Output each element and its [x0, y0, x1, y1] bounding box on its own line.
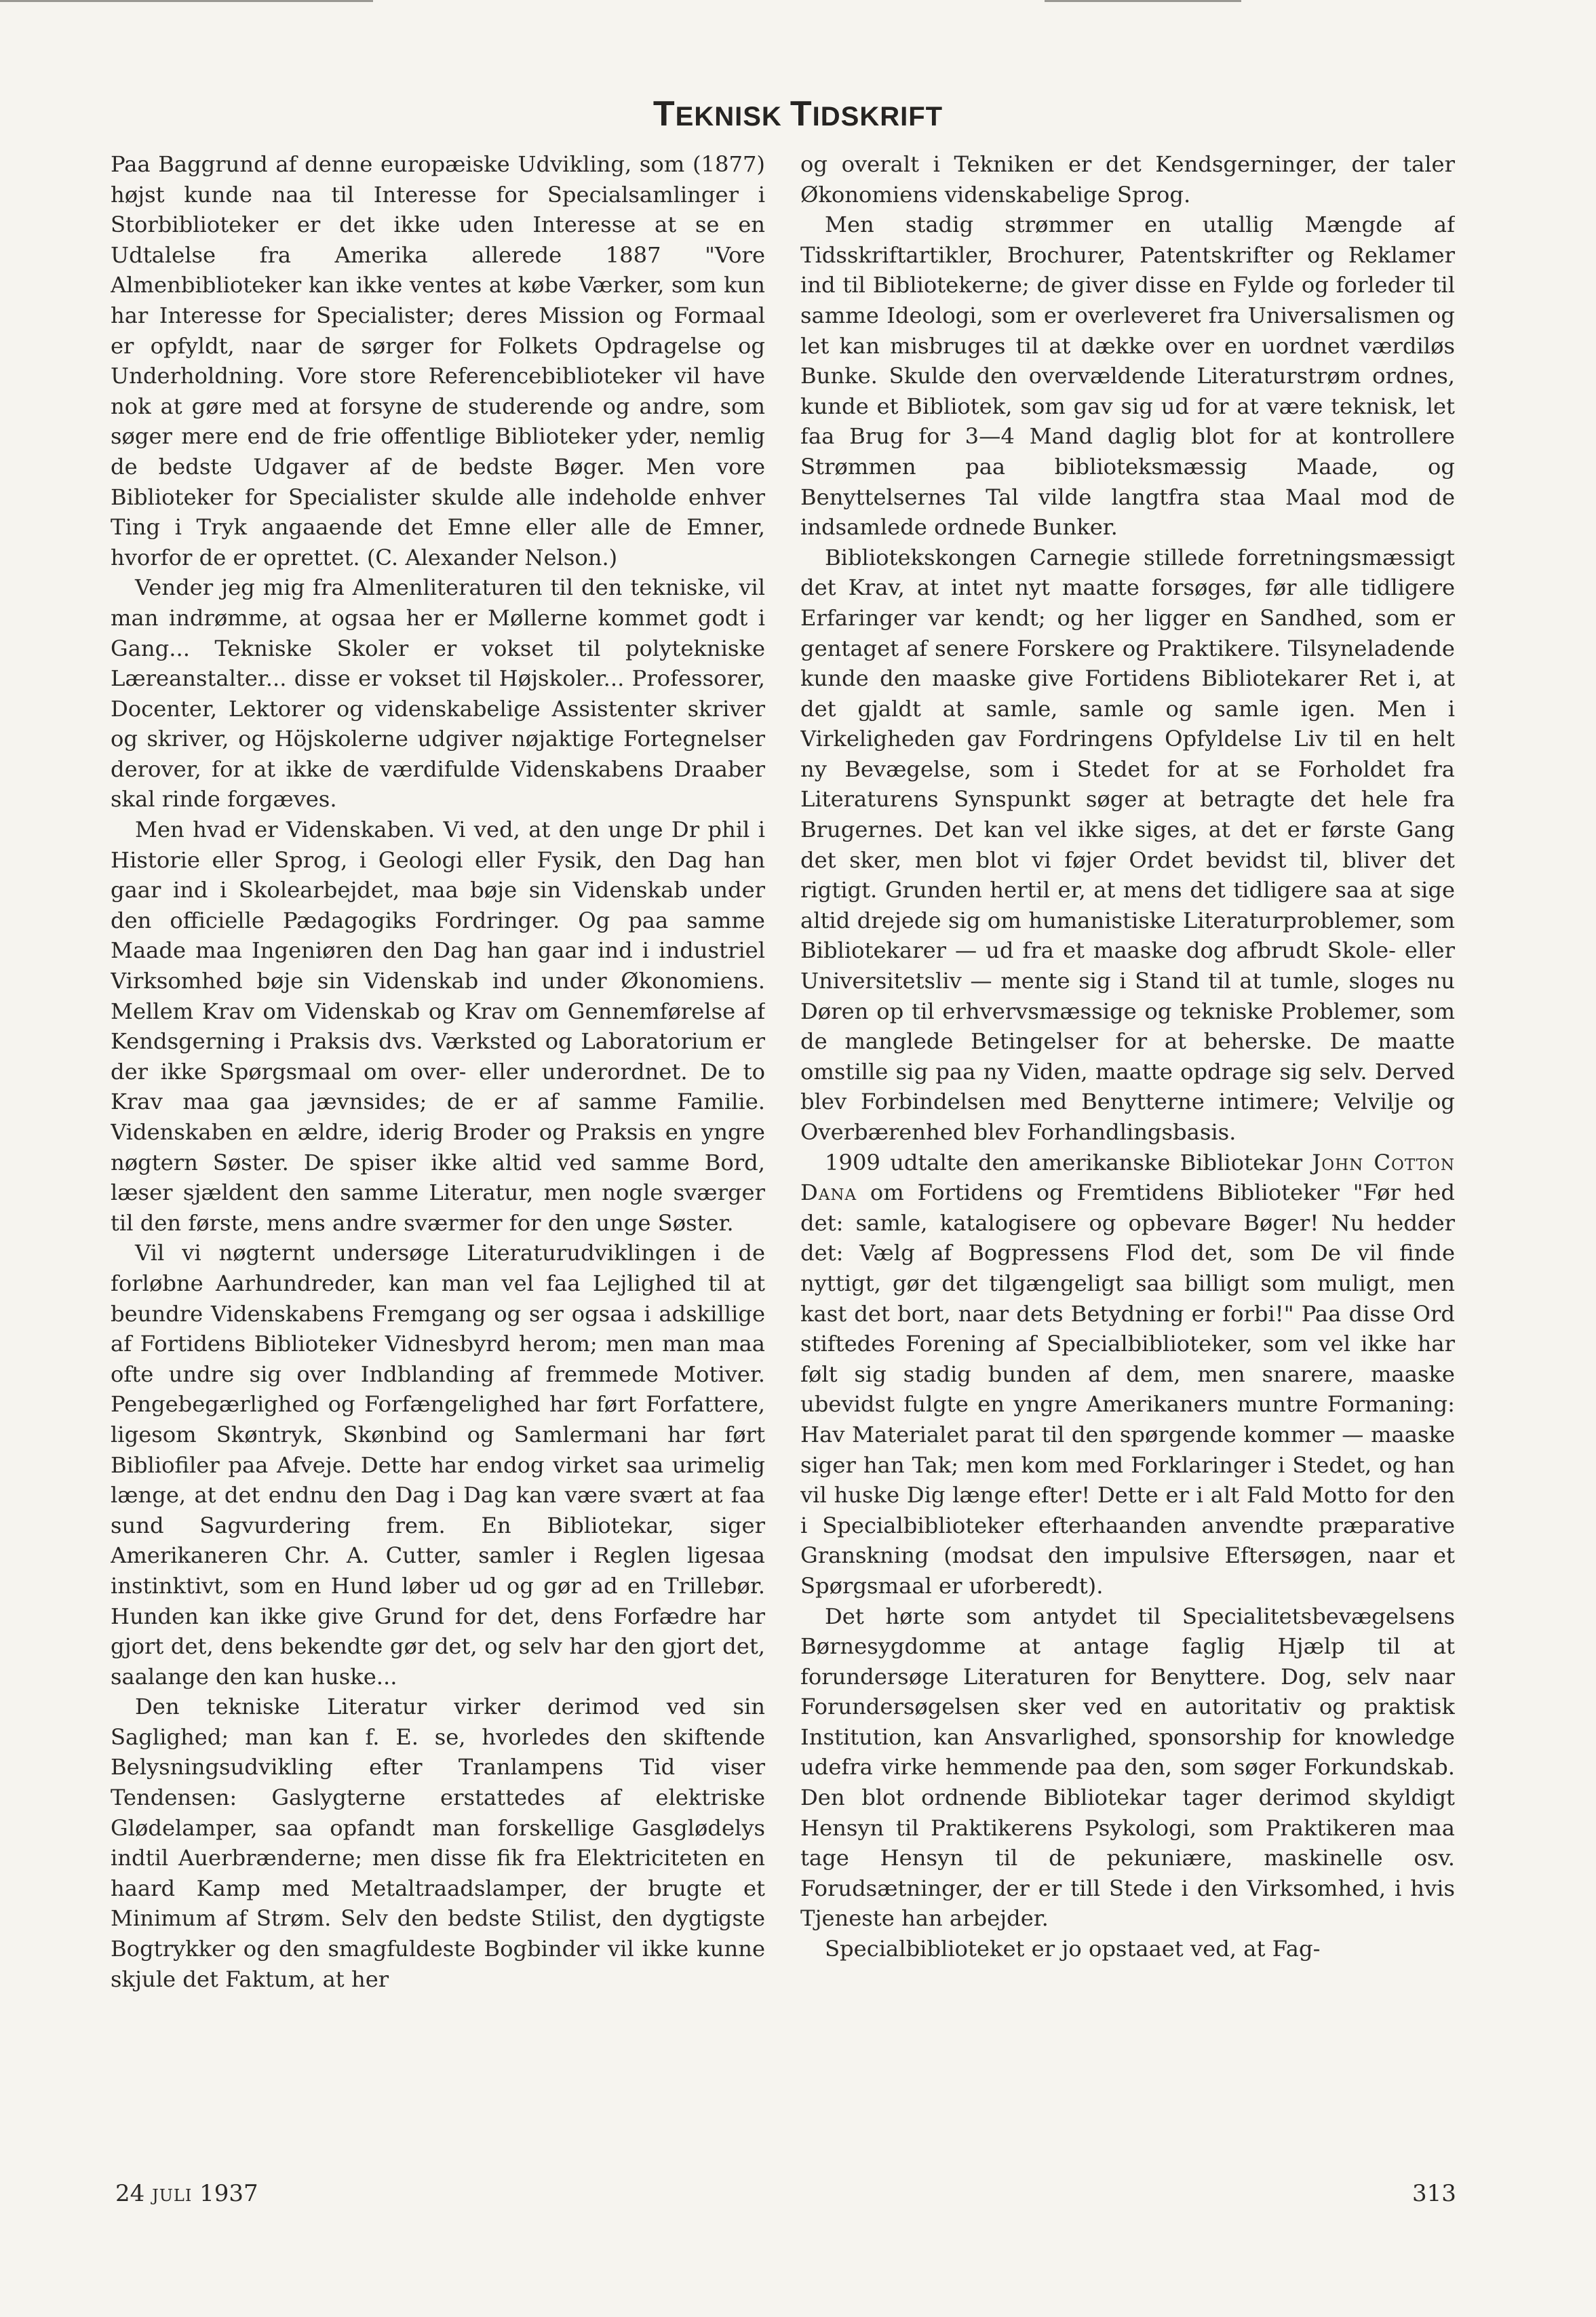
paragraph: Men hvad er Videnskaben. Vi ved, at den unge Dr phil i Historie eller Sprog, i Geologi eller Fysik, den Dag han gaar ind i Skolearbejdet, maa bøje sin Videnskab under den officielle Pædagogiks Fordringer. Og paa samme Maade maa Ingeniøren den Dag han gaar ind i industriel Virksomhed bøje sin Videnskab ind under Økonomiens. Mellem Krav om Videnskab og Krav om Gennemførelse af Kendsgerning i Praksis dvs. Værksted og Laboratorium er der ikke Spørgsmaal om over- eller underordnet. De to Krav maa gaa jævnsides; de er af samme Familie. Videnskaben en ældre, iderig Broder og Praksis en yngre nøgtern Søster. De spiser ikke altid ved samme Bord, læser sjældent den samme Literatur, men nogle sværger til den første, mens andre sværmer for den unge Søster. — [111, 817, 765, 1236]
top-rule — [0, 0, 373, 2]
person-name: John Cotton Dana — [800, 1149, 1455, 1206]
paragraph-text: om Fortidens og Fremtidens Biblioteker "Før hed det: samle, katalogisere og opbevare Bøger! Nu hedder det: Vælg af Bogpressens Flod det, som De vil finde nyttigt, gør det tilgængeligt saa billigt som muligt, men kast det bort, naar dets Betydning er forbi!" Paa disse Ord stiftedes Forening af Specialbiblioteker, som vel ikke har følt sig stadig bunden af dem, men snarere, maaske ubevidst fulgte en yngre Amerikaners muntre Formaning: Hav Materialet parat til den spørgende kommer — maaske siger han Tak; men kom med Forklaringer i Stedet, og han vil huske Dig længe efter! Dette er i alt Fald Motto for den i Specialbiblioteker efterhaanden anvendte præparative Granskning (modsat den impulsive Eftersøgen, naar et Spørgsmaal er uforberedt). — [800, 1180, 1455, 1599]
paragraph: Den tekniske Literatur virker derimod ved sin Saglighed; man kan f. E. se, hvorledes den skiftende Belysningsudvikling efter Tranlampens Tid viser Tendensen: Gaslygterne erstattedes af elektriske Glødelamper, saa opfandt man forskellige Gasglødelys indtil Auerbrænderne; men disse fik fra Elektriciteten en haard Kamp med Metaltraadslamper, der brugte et Minimum af Strøm. Selv den bedste Stilist, den dygtigste Bogtrykker og den smagfuldeste Bogbinder vil ikke kunne skjule det Faktum, at her — [111, 1694, 765, 1992]
page-number: 313 — [1412, 2180, 1456, 2207]
paragraph: Bibliotekskongen Carnegie stillede forretningsmæssigt det Krav, at intet nyt maatte forsøges, før alle tidligere Erfaringer var kendt; og her ligger en Sandhed, som er gentaget af senere Forskere og Praktikere. Tilsyneladende kunde den maaske give Fortidens Bibliotekarer Ret i, at det gjaldt at samle, samle og samle igen. Men i Virkeligheden gav Fordringens Opfyldelse Liv til en helt ny Bevægelse, som i Stedet for at se Forholdet fra Literaturens Synspunkt søger at betragte det hele fra Brugernes. Det kan vel ikke siges, at det er første Gang det sker, men blot vi føjer Ordet bevidst til, bliver det rigtigt. Grunden hertil er, at mens det tidligere saa at sige altid drejede sig om humanistiske Literaturproblemer, som Bibliotekarer — ud fra et maaske dog afbrudt Skole- eller Universitetsliv — mente sig i Stand til at tumle, sloges nu Døren op til erhvervsmæssige og tekniske Problemer, som de manglede Betingelser for at beherske. De maatte omstille sig paa ny Viden, maatte opdrage sig selv. Derved blev Forbindelsen med Benytterne intimere; Velvilje og Overbærenhed blev Forhandlingsbasis. — [800, 544, 1455, 1145]
paragraph: Specialbiblioteket er jo opstaaet ved, at Fag- — [825, 1936, 1321, 1962]
right-column — [800, 149, 1455, 2150]
paragraph: Vil vi nøgternt undersøge Literaturudviklingen i de forløbne Aarhundreder, kan man vel faa Lejlighed til at beundre Videnskabens Fremgang og ser ogsaa i adskillige af Fortidens Biblioteker Vidnesbyrd herom; men man maa ofte undre sig over Indblanding af fremmede Motiver. Pengebegærlighed og Forfængelighed har ført Forfattere, ligesom Skøntryk, Skønbind og Samlermani har ført Bibliofiler paa Afveje. Dette har endog virket saa urimelig længe, at det endnu den Dag i Dag kan være svært at faa sund Sagvurdering frem. En Bibliotekar, siger Amerikaneren Chr. A. Cutter, samler i Reglen ligesaa instinktivt, som en Hund løber ud og gør ad en Trillebør. Hunden kan ikke give Grund for det, dens Forfædre har gjort det, dens bekendte gør det, og selv har den gjort det, saalange den kan huske... — [111, 1240, 765, 1690]
paragraph — [800, 1148, 1455, 1601]
paragraph: Vender jeg mig fra Almenliteraturen til den tekniske, vil man indrømme, at ogsaa her er Møllerne kommet godt i Gang... Tekniske Skoler er vokset til polytekniske Læreanstalter... disse er vokset til Højskoler... Professorer, Docenter, Lektorer og videnskabelige Assistenter skriver og skriver, og Höjskolerne udgiver nøjaktige Fortegnelser derover, for at ikke de værdifulde Videnskabens Draaber skal rinde forgæves. — [111, 575, 765, 813]
paragraph-text: 1909 udtalte den amerikanske Bibliotekar — [825, 1149, 1303, 1175]
paragraph: Men stadig strømmer en utallig Mængde af Tidsskriftartikler, Brochurer, Patentskrifter og Reklamer ind til Bibliotekerne; de giver disse en Fylde og forleder til samme Ideologi, som er overleveret fra Universalismen og let kan misbruges til at dække over en uordnet værdiløs Bunke. Skulde den overvældende Literaturstrøm ordnes, kunde et Bibliotek, som gav sig ud for at være teknisk, let faa Brug for 3—4 Mand daglig blot for at kontrollere Strømmen paa biblioteksmæssig Maade, og Benyttelsernes Tal vilde langtfra staa Maal mod de indsamlede ordnede Bunker. — [800, 212, 1455, 541]
top-rule — [1045, 0, 1241, 2]
paragraph: Det hørte som antydet til Specialitetsbevægelsens Børnesygdomme at antage faglig Hjælp til at forundersøge Literaturen for Benyttere. Dog, selv naar Forundersøgelsen sker ved en autoritativ og praktisk Institution, kan Ansvarlighed, sponsorship for knowledge udefra virke hemmende paa den, som søger Forkundskab. Den blot ordnende Bibliotekar tager derimod skyldigt Hensyn til Praktikerens Psykologi, som Praktikeren maa tage Hensyn til de pekuniære, maskinelle osv. Forudsætninger, der er till Stede i den Virksomhed, i hvis Tjeneste han arbejder. — [800, 1603, 1455, 1932]
issue-date: 24 juli 1937 — [115, 2180, 258, 2207]
paragraph: og overalt i Tekniken er det Kendsgerninger, der taler Økonomiens videnskabelige Sprog. — [800, 151, 1455, 208]
journal-title: TEKNISK TIDSKRIFT — [653, 94, 943, 134]
left-column — [111, 149, 765, 2150]
paragraph: Paa Baggrund af denne europæiske Udvikling, som (1877) højst kunde naa til Interesse for Specialsamlinger i Storbiblioteker er det ikke uden Interesse at se en Udtalelse fra Amerika allerede 1887 "Vore Almenbiblioteker kan ikke ventes at købe Værker, som kun har Interesse for Specialister; deres Mission og Formaal er opfyldt, naar de sørger for Folkets Opdragelse og Underholdning. Vore store Referencebiblioteker vil have nok at gøre med at forsyne de studerende og andre, som søger mere end de frie offentlige Biblioteker yder, nemlig de bedste Udgaver af de bedste Bøger. Men vore Biblioteker for Specialister skulde alle indeholde enhver Ting i Tryk angaaende det Emne eller alle de Emner, hvorfor de er oprettet. (C. Alexander Nelson.) — [111, 151, 765, 570]
